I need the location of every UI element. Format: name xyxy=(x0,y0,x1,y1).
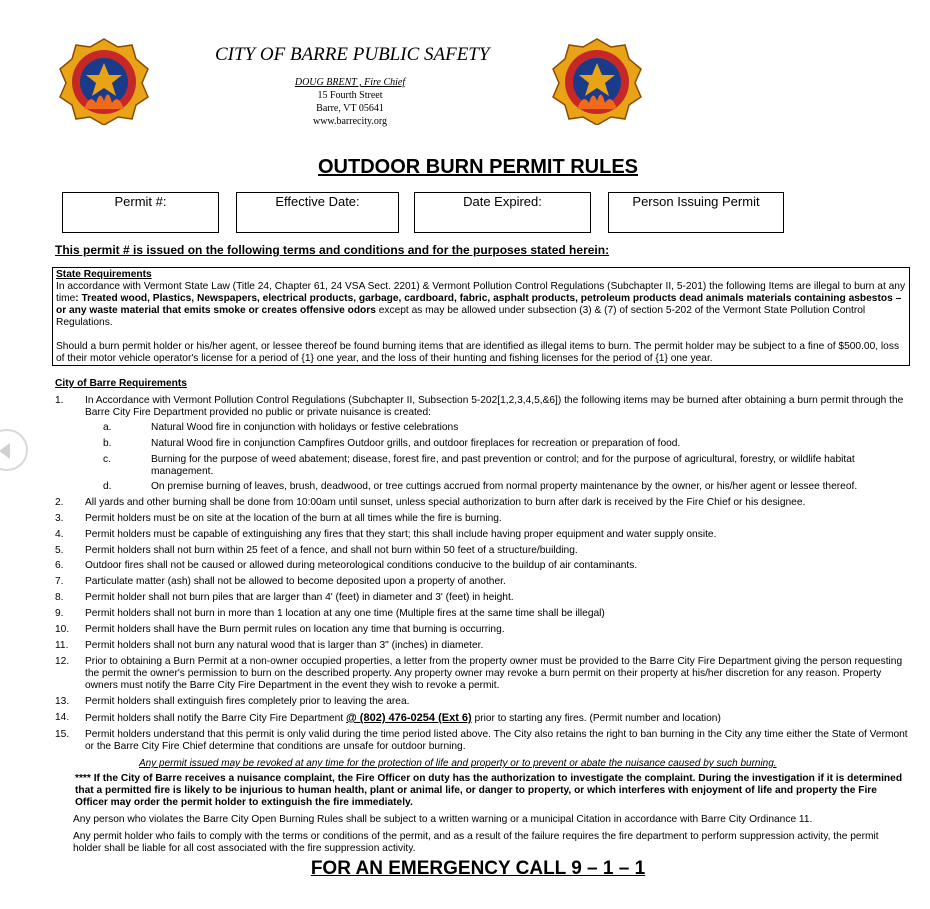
state-requirements-heading: State Requirements xyxy=(56,269,152,280)
item-number: 3. xyxy=(55,513,64,524)
state-p1-intro: In accordance with Vermont State Law (Title 24, Chapter 61, 24 VSA Sect. 2201) & Vermont Pollution Control Regulations (Subchapter II, 5-201) the following Items are illegal to burn at any time xyxy=(56,281,906,304)
item-number: 2. xyxy=(55,497,64,508)
item-number: 1. xyxy=(55,395,64,406)
item-number: 12. xyxy=(55,656,70,667)
previous-page-button[interactable] xyxy=(0,429,28,471)
sub-item-letter: a. xyxy=(103,422,112,433)
item-number: 9. xyxy=(55,608,64,619)
address-city: Barre, VT 05641 xyxy=(316,103,384,114)
item-number: 5. xyxy=(55,545,64,556)
item-number: 8. xyxy=(55,592,64,603)
terms-heading: This permit # is issued on the following terms and conditions and for the purposes stated herein: xyxy=(55,243,610,257)
item-text: Permit holders must be capable of extinguishing any fires that they start; this shall include having proper equipment and water supply onsite. xyxy=(85,529,717,540)
fire-chief: DOUG BRENT , Fire Chief xyxy=(294,77,406,88)
sub-item-text: Burning for the purpose of weed abatement; disease, forest fire, and past prevention or control; and for the purpose of agricultural, forestry, or wildlife habitat management. xyxy=(151,454,855,477)
document-title xyxy=(0,156,930,179)
sub-item-text: On premise burning of leaves, brush, deadwood, or tree cuttings accrued from normal property maintenance by the owner, or his/her agent or lessee thereof. xyxy=(151,481,858,492)
date-expired-field: Date Expired: xyxy=(414,192,591,233)
emergency-line-text: FOR AN EMERGENCY CALL 9 – 1 – 1 xyxy=(310,858,646,879)
emergency-line xyxy=(0,858,930,880)
document-title-text: OUTDOOR BURN PERMIT RULES xyxy=(318,156,638,178)
item-number: 13. xyxy=(55,696,70,707)
item-text: Particulate matter (ash) shall not be allowed to become deposited upon a property of another. xyxy=(85,576,506,587)
state-p1-illegal-items: : Treated wood, Plastics, Newspapers, electrical products, garbage, cardboard, fabric, asphalt products, petroleum products dead animals materials containing asbestos – or any waste material that emits smoke or creates offensive odors xyxy=(56,293,902,316)
item-number: 11. xyxy=(55,640,69,651)
person-issuing-field: Person Issuing Permit xyxy=(608,192,784,233)
permit-number-field: Permit #: xyxy=(62,192,219,233)
address-street: 15 Fourth Street xyxy=(317,90,383,101)
item-text: Prior to obtaining a Burn Permit at a non-owner occupied properties, a letter from the property owner must be provided to the Barre City Fire Department giving the person requesting the permit the owner's permission to burn on the described property. Any property owner may revoke a burn permit on their property at his/her discretion for any reason. Property owners must notify the Barre City Fire Department in the event they wish to revoke a permit. xyxy=(85,656,903,691)
item-text: All yards and other burning shall be done from 10:00am until sunset, unless special authorization to burn after dark is received by the Fire Chief or his designee. xyxy=(85,497,806,508)
item-text: Permit holders shall not burn any natural wood that is larger than 3" (inches) in diameter. xyxy=(85,640,484,651)
item-number: 15. xyxy=(55,729,70,740)
violation-note: Any person who violates the Barre City Open Burning Rules shall be subject to a written warning or a municipal Citation in accordance with Barre City Ordinance 11. xyxy=(73,814,813,825)
item-text: In Accordance with Vermont Pollution Control Regulations (Subchapter II, Subsection 5-202[1,2,3,4,5,&6]) the following items may be burned after obtaining a burn permit through the Barre City Fire Department provided no public or private nuisance is created: xyxy=(85,395,904,418)
item-number: 14. xyxy=(55,712,70,723)
item-text: Permit holders shall not burn in more than 1 location at any one time (Multiple fires at the same time shall be illegal) xyxy=(85,608,605,619)
item-number: 4. xyxy=(55,529,64,540)
item-text: Permit holders understand that this permit is only valid during the time period listed above. The City also retains the right to ban burning in the City any time either the State of Vermont or the Barre City Fire Chief determine that conditions are unsafe for outdoor burning. xyxy=(85,729,908,752)
sub-item-letter: d. xyxy=(103,481,112,492)
sub-item-letter: b. xyxy=(103,438,112,449)
item-text: Permit holders must be on site at the location of the burn at all times while the fire is burning. xyxy=(85,513,502,524)
revoke-note: Any permit issued may be revoked at any time for the protection of life and property or to prevent or abate the nuisance caused by such burning. xyxy=(139,758,777,769)
fire-dept-phone: @ (802) 476-0254 (Ext 6) xyxy=(346,712,472,724)
sub-item-text: Natural Wood fire in conjunction Campfires Outdoor grills, and outdoor fireplaces for recreation or preparation of food. xyxy=(151,438,681,449)
barre-city-fire-logo-right xyxy=(549,37,645,125)
state-requirements-box xyxy=(52,267,910,366)
sub-item-text: Natural Wood fire in conjunction with holidays or festive celebrations xyxy=(151,422,459,433)
effective-date-field: Effective Date: xyxy=(236,192,399,233)
item-text: Permit holders shall not burn within 25 feet of a fence, and shall not burn within 50 feet of a structure/building. xyxy=(85,545,578,556)
item-text-notify xyxy=(85,712,910,725)
state-penalty-paragraph: Should a burn permit holder or his/her agent, or lessee thereof be found burning items that are identified as illegal items to burn. The permit holder may be subject to a fine of $500.00, loss of their motor vehicle operator's license for a period of {1} one year, and the loss of their hunting and fishing licenses for the period of {1} one year. xyxy=(56,341,900,364)
item-number: 7. xyxy=(55,576,64,587)
item-number: 10. xyxy=(55,624,70,635)
item-text: Permit holders shall extinguish fires completely prior to leaving the area. xyxy=(85,696,410,707)
state-requirements-paragraph xyxy=(56,281,906,329)
barre-city-fire-logo-left xyxy=(56,37,152,125)
cost-note: Any permit holder who fails to comply with the terms or conditions of the permit, and as a result of the failure requires the fire department to perform suppression activity, the permit holder shall be liable for all cost associated with the fire suppression activity. xyxy=(73,831,879,854)
item-text: Outdoor fires shall not be caused or allowed during meteorological conditions conducive to the buildup of air contaminants. xyxy=(85,560,638,571)
nuisance-note: **** If the City of Barre receives a nuisance complaint, the Fire Officer on duty has the authorization to investigate the complaint. During the investigation if it is determined that a permitted fire is likely to be injurious to human health, plant or animal life, or danger to property, or which interferes with enjoyment of life and property the Fire Officer may order the permit holder to extinguish the fire immediately. xyxy=(75,773,903,808)
previous-page-arrow-icon xyxy=(0,443,10,459)
state-p1-exception: except as may be allowed under subsection (3) & (7) of section 5-202 of the Vermont State Pollution Control Regulations. xyxy=(56,305,866,328)
item14-text-end: prior to starting any fires. (Permit number and location) xyxy=(471,713,721,724)
item14-text-start: Permit holders shall notify the Barre City Fire Department xyxy=(85,713,347,724)
department-name: CITY OF BARRE PUBLIC SAFETY xyxy=(215,44,490,65)
item-text: Permit holders shall have the Burn permit rules on location any time that burning is occurring. xyxy=(85,624,505,635)
website-link[interactable]: www.barrecity.org xyxy=(312,116,388,127)
item-number: 6. xyxy=(55,560,64,571)
city-requirements-heading: City of Barre Requirements xyxy=(55,378,187,389)
sub-item-letter: c. xyxy=(103,454,111,465)
item-text: Permit holder shall not burn piles that are larger than 4' (feet) in diameter and 3' (feet) in height. xyxy=(85,592,514,603)
